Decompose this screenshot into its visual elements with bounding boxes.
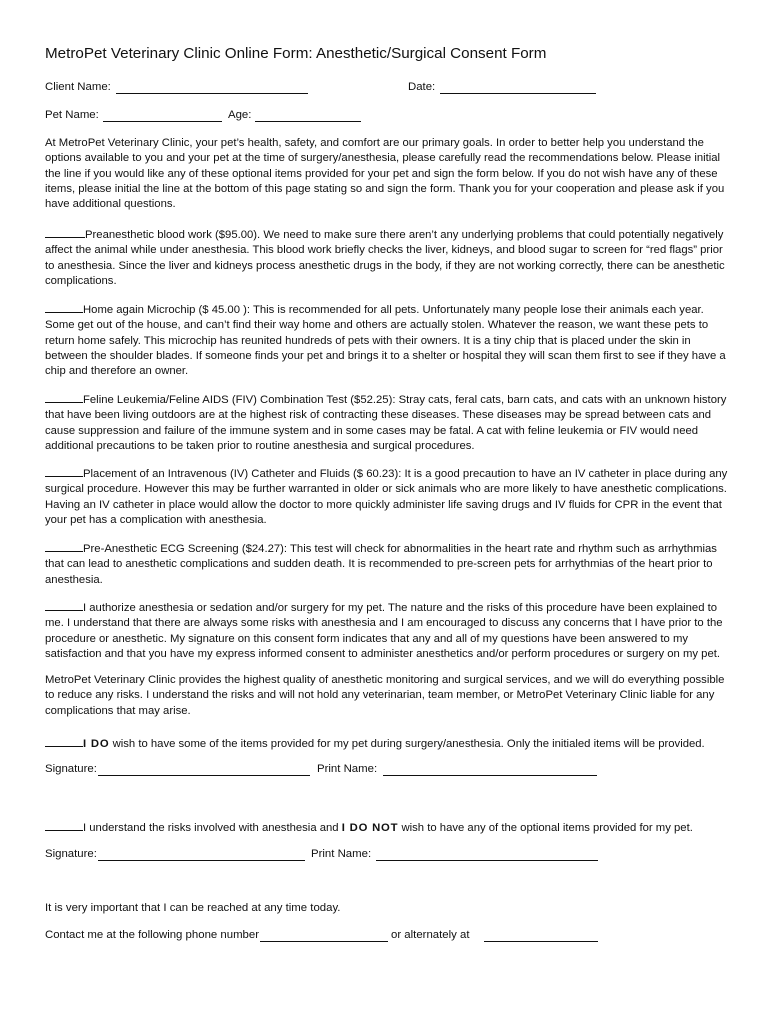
do-not-suffix: wish to have any of the optional items provided for my pet. [398,822,693,834]
intro-paragraph: At MetroPet Veterinary Clinic, your pet’s health, safety, and comfort are our primary goals. In order to better help you understand the options available to you and your pet at the time of surgery/anesthesia, please carefully read the recommendations below. Please initial the line if you would like any of these optional items provided for your pet and sign the form below. If you do not wish have any of these items, please initial the line at the bottom of this page stating so and sign the form. Thank you for your cooperation and please ask if you have additional questions. [45,137,725,211]
item-microchip [45,301,735,379]
client-name-field[interactable] [116,82,308,94]
initial-line[interactable] [45,599,83,611]
initial-line[interactable] [45,819,83,831]
item-text: Feline Leukemia/Feline AIDS (FIV) Combination Test ($52.25): Stray cats, feral cats, barn cats, and cats with an unknown history that have been living outdoors are at the highest risk of contracting these diseases. These diseases may be spread between cats and cause suppression and failure of the immune system and in some cases may be fatal. A cat with feline leukemia or FIV would need additional precautions to be taken prior to routine anesthesia and surgical procedures. [45,394,727,452]
print-name-label: Print Name: [311,848,372,860]
do-not-prefix: I understand the risks involved with anesthesia and [83,822,342,834]
consent-do-not-row [45,819,735,836]
signature-row-1 [45,762,735,778]
date-field[interactable] [440,82,596,94]
initial-line[interactable] [45,226,85,238]
do-text: wish to have some of the items provided for my pet during surgery/anesthesia. Only the initialed items will be provided. [109,738,705,750]
pet-name-label: Pet Name: [45,109,99,121]
item-text: Placement of an Intravenous (IV) Catheter and Fluids ($ 60.23): It is a good precaution to have an IV catheter in place during any surgical procedure. However this may be further warranted in older or sick animals who are more likely to have anesthetic complications. Having an IV catheter in place would allow the doctor to more quickly administer life saving drugs and IV fluids for CPR in the event that your pet has a complication with anesthesia. [45,468,728,526]
item-ecg-screening [45,540,735,588]
item-text: Home again Microchip ($ 45.00 ): This is recommended for all pets. Unfortunately many people lose their animals each year. Some get out of the house, and can’t find their way home and others are actually stolen. Whatever the reason, we want these pets to return home safely. This microchip has reunited hundreds of pets with their owners. It is a tiny chip that is placed under the skin in between the shoulder blades. If someone finds your pet and brings it to a shelter or hospital they will scan them first to see if they have a chip and therefore an owner. [45,304,726,378]
initial-line[interactable] [45,465,83,477]
do-emphasis: I DO [83,738,110,750]
contact-label: Contact me at the following phone number [45,929,260,941]
signature-label: Signature: [45,763,97,775]
item-text: I authorize anesthesia or sedation and/or surgery for my pet. The nature and the risks of this procedure have been explained to me. I understand that there are always some risks with anesthesia and I am encouraged to discuss any concerns that I have prior to the procedure or anesthetic. My signature on this consent form indicates that any and all of my questions have been answered to my satisfaction and that you have my express informed consent to administer anesthetics and/or perform procedures or surgery on my pet. [45,602,723,660]
item-text: Pre-Anesthetic ECG Screening ($24.27): This test will check for abnormalities in the heart rate and rhythm such as arrhythmias that can lead to anesthetic complications and sudden death. It is recommended to pre-screen pets for arrhythmias of the heart prior to anesthesia. [45,543,717,586]
form-title: MetroPet Veterinary Clinic Online Form: Anesthetic/Surgical Consent Form [45,45,547,62]
item-fiv-test [45,391,735,454]
reach-statement: It is very important that I can be reached at any time today. [45,902,341,914]
initial-line[interactable] [45,540,83,552]
alternate-label: or alternately at [391,929,470,941]
age-field[interactable] [255,110,361,122]
initial-line[interactable] [45,735,83,747]
client-date-row [45,80,735,96]
phone-field[interactable] [260,930,388,942]
item-blood-work [45,226,735,289]
age-label: Age: [228,109,252,121]
print-name-field[interactable] [376,849,598,861]
initial-line[interactable] [45,301,83,313]
quality-statement: MetroPet Veterinary Clinic provides the highest quality of anesthetic monitoring and surgical services, and we will do everything possible to reduce any risks. I understand the risks and will not hold any veterinarian, team member, or MetroPet Veterinary Clinic liable for any complications that may arise. [45,674,725,717]
item-iv-catheter [45,465,735,528]
pet-age-row [45,108,735,124]
alternate-phone-field[interactable] [484,930,598,942]
item-text: Preanesthetic blood work ($95.00). We need to make sure there aren’t any underlying problems that could potentially negatively affect the animal while under anesthesia. This blood work briefly checks the liver, kidneys, and blood sugar to screen for “red flags” prior to anesthesia. Since the liver and kidneys process anesthetic drugs in the body, if they are not working correctly, there can be anesthetic complications. [45,229,725,287]
authorization-paragraph [45,599,735,662]
do-not-emphasis: I DO NOT [341,822,399,834]
initial-line[interactable] [45,391,83,403]
pet-name-field[interactable] [103,110,222,122]
date-label: Date: [408,81,436,93]
signature-field[interactable] [98,764,310,776]
client-name-label: Client Name: [45,81,111,93]
print-name-label: Print Name: [317,763,378,775]
contact-row [45,928,735,944]
signature-field[interactable] [98,849,305,861]
consent-do-row [45,735,735,752]
print-name-field[interactable] [383,764,597,776]
signature-row-2 [45,847,735,863]
signature-label: Signature: [45,848,97,860]
